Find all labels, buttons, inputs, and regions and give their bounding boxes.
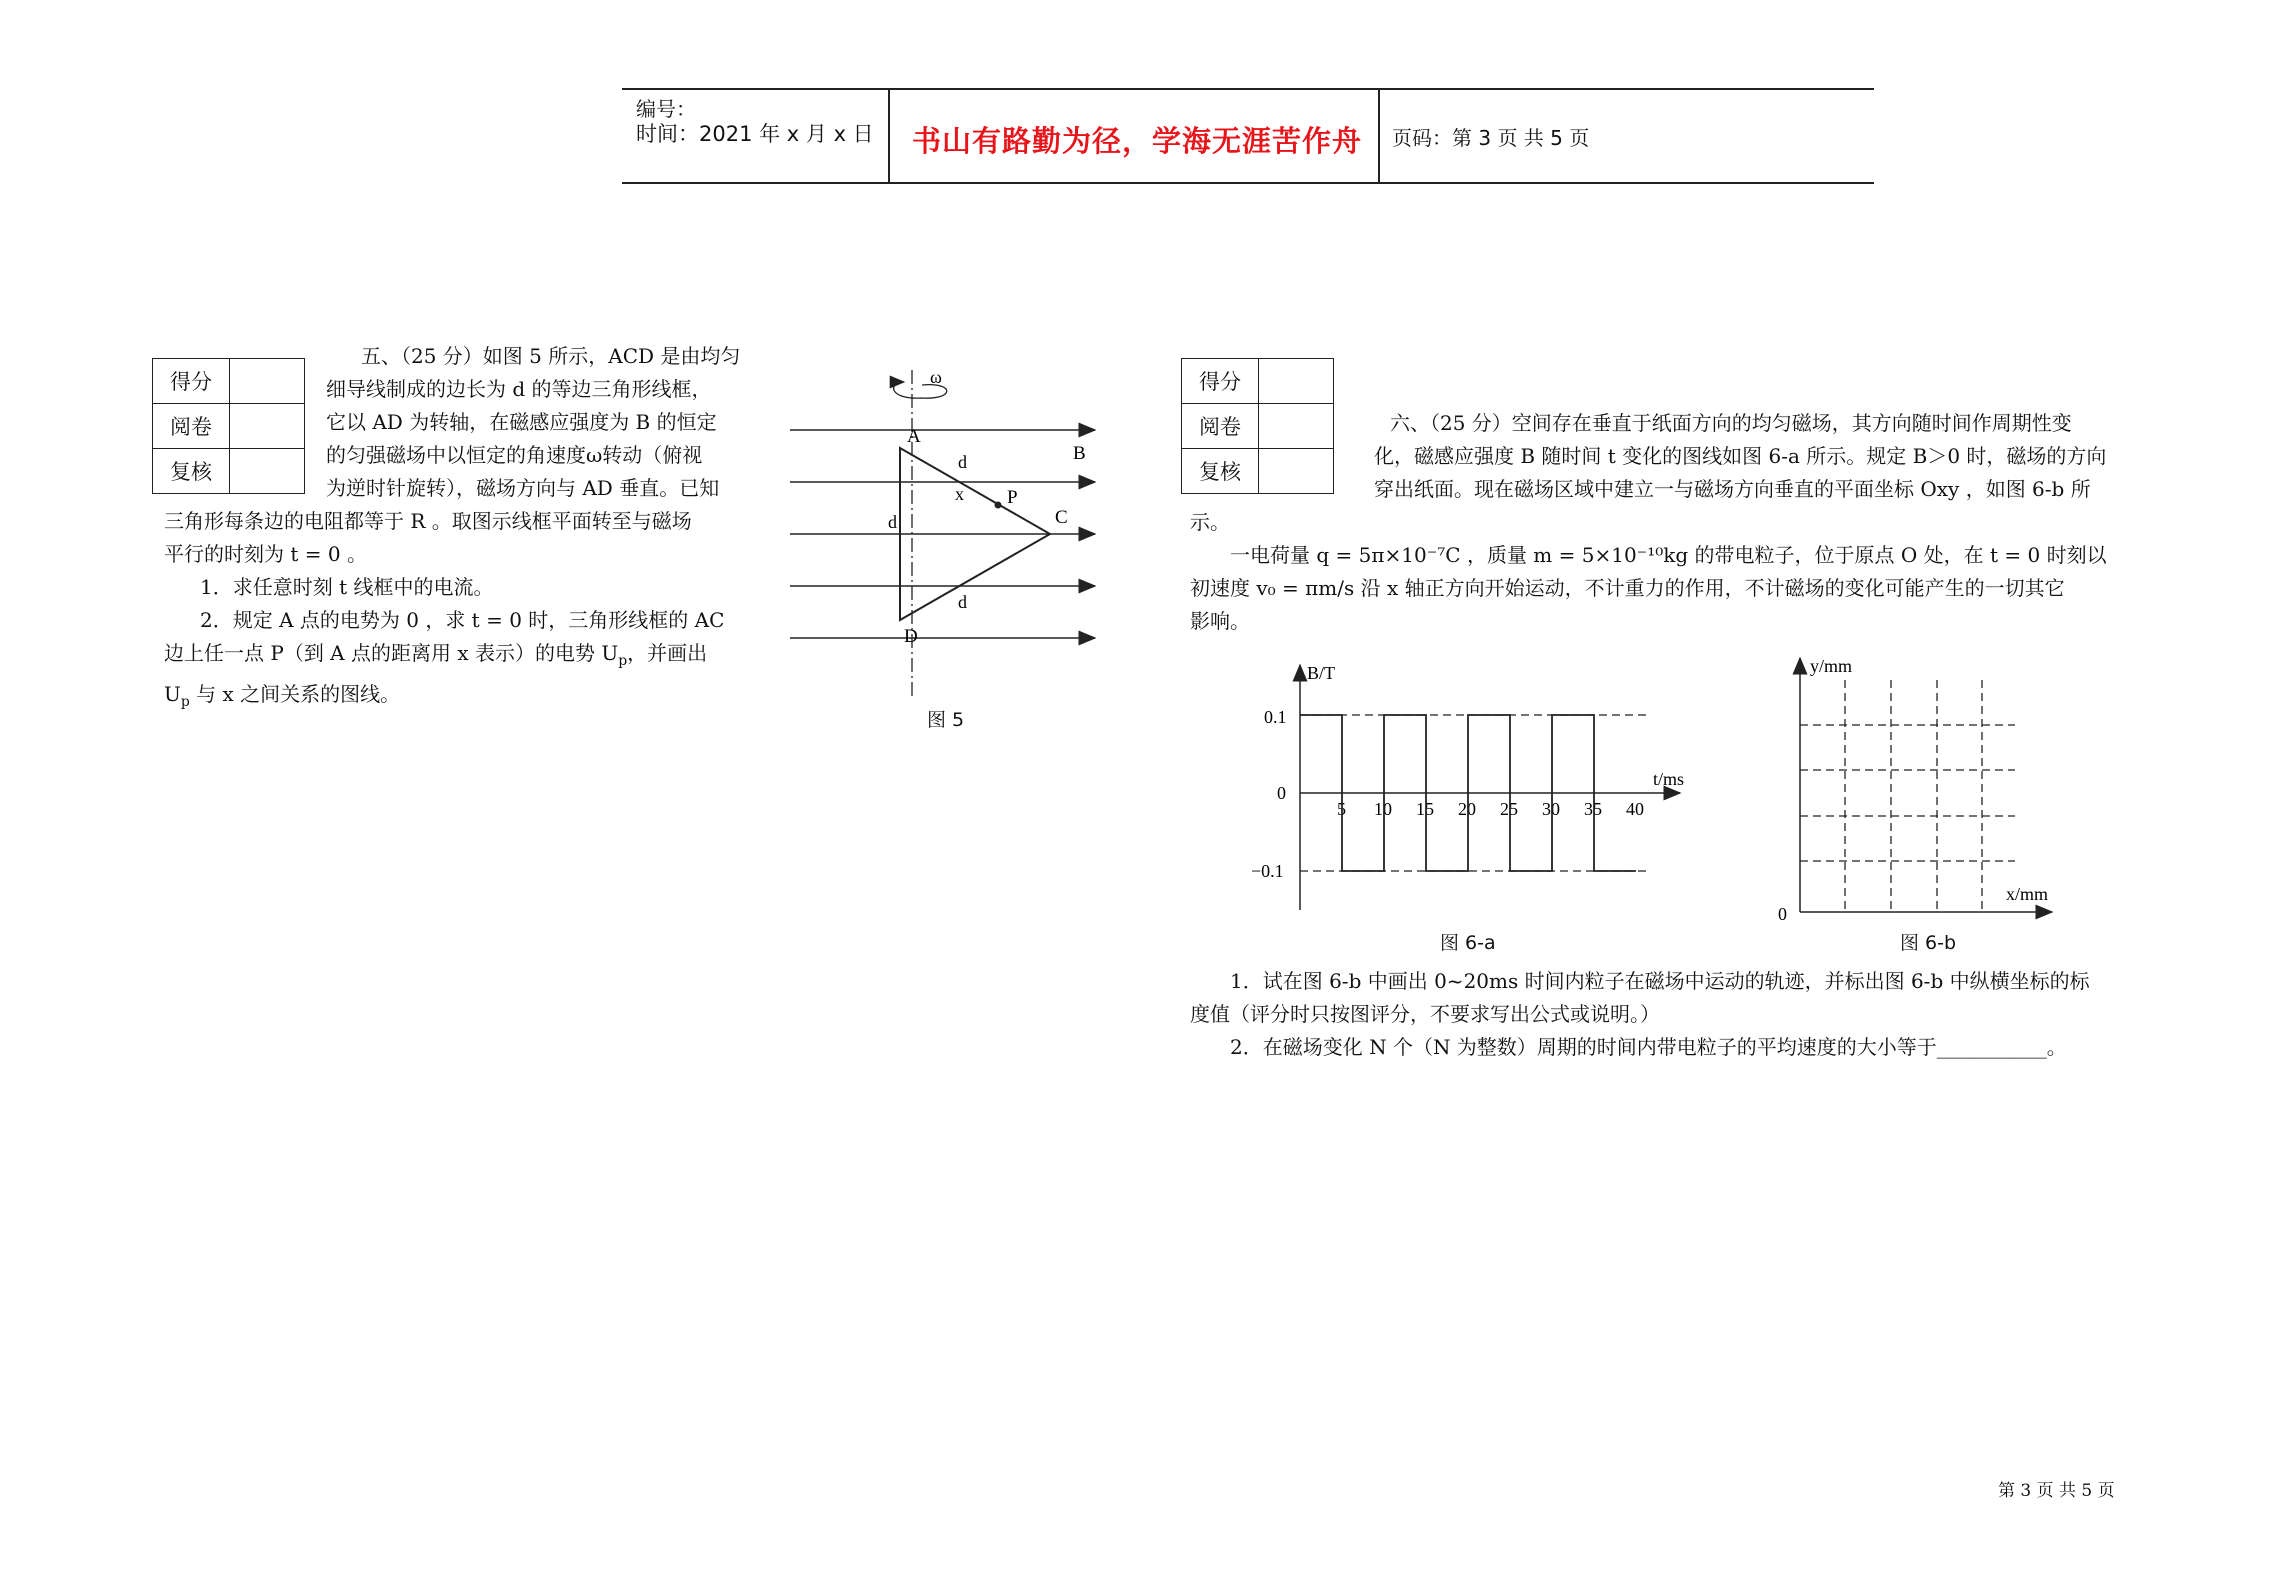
q5-line: 三角形每条边的电阻都等于 R 。取图示线框平面转至与磁场 — [164, 509, 692, 533]
q6-line: 示。 — [1190, 510, 1230, 534]
x-tick-label: 20 — [1458, 799, 1476, 819]
y-axis-label: B/T — [1307, 663, 1336, 683]
q6-line: 度值（评分时只按图评分，不要求写出公式或说明。） — [1190, 1002, 1660, 1026]
side-d-label: d — [888, 512, 897, 532]
x-tick-label: 25 — [1500, 799, 1518, 819]
vertex-A: A — [907, 426, 921, 447]
q5-line: 的匀强磁场中以恒定的角速度ω转动（俯视 — [326, 443, 703, 467]
q5-text: ，并画出 — [627, 641, 708, 665]
left-score-table — [152, 358, 305, 494]
header-divider-right — [1378, 88, 1380, 183]
q5-line: 为逆时针旋转），磁场方向与 AD 垂直。已知 — [326, 476, 720, 500]
header-time: 时间：2021 年 x 月 x 日 — [636, 122, 874, 146]
vertex-D: D — [904, 626, 918, 647]
vertex-C: C — [1055, 507, 1068, 528]
figure-5 — [780, 370, 1120, 730]
q6-subquestions — [1190, 965, 2140, 1064]
score-box[interactable] — [230, 359, 305, 404]
q5-full-text — [164, 505, 764, 719]
q6-line: 一电荷量 q = 5π×10⁻⁷C ，质量 m = 5×10⁻¹⁰kg 的带电粒子，位于原点 O 处，在 t = 0 时刻以 — [1230, 543, 2107, 567]
q6-wrapped-text — [1374, 407, 2134, 506]
figure-6b-caption: 图 6-b — [1900, 932, 1957, 954]
checker-label: 复核 — [153, 449, 230, 494]
point-P-label: P — [1007, 487, 1018, 508]
q6-full-text — [1190, 506, 2140, 638]
score-label: 得分 — [153, 359, 230, 404]
q5-line: 平行的时刻为 t = 0 。 — [164, 542, 367, 566]
q6-line: 六、（25 分）空间存在垂直于纸面方向的均匀磁场，其方向随时间作周期性变 — [1390, 411, 2072, 435]
y-tick-label: 0.1 — [1264, 707, 1287, 727]
q6-line: 影响。 — [1190, 609, 1250, 633]
x-tick-label: 15 — [1416, 799, 1434, 819]
x-axis-label: x/mm — [2006, 884, 2049, 904]
checker-box[interactable] — [230, 449, 305, 494]
figure-6b-chart — [1760, 650, 2060, 925]
y-tick-label: −0.1 — [1251, 861, 1284, 881]
header-top-rule — [622, 88, 1874, 90]
q5-subquestion-2: 2．规定 A 点的电势为 0 ，求 t = 0 时，三角形线框的 AC — [200, 608, 725, 632]
q5-text: U — [164, 682, 181, 706]
x-tick-label: 5 — [1337, 799, 1346, 819]
q5-wrapped-text — [326, 340, 756, 505]
side-d-label: d — [958, 592, 967, 612]
reviewer-box[interactable] — [230, 404, 305, 449]
footer-page-number: 第 3 页 共 5 页 — [1998, 1481, 2115, 1501]
q6-subquestion-1: 1．试在图 6-b 中画出 0~20ms 时间内粒子在磁场中运动的轨迹，并标出图 6-b 中纵横坐标的标 — [1230, 969, 2090, 993]
x-axis-label: t/ms — [1653, 769, 1685, 789]
y-tick-label: 0 — [1277, 783, 1286, 803]
q5-line: 五、（25 分）如图 5 所示，ACD 是由均匀 — [361, 344, 741, 368]
reviewer-label: 阅卷 — [1182, 404, 1259, 449]
q6-line: 穿出纸面。现在磁场区域中建立一与磁场方向垂直的平面坐标 Oxy ，如图 6-b 所 — [1374, 477, 2091, 501]
header-serial: 编号： — [636, 97, 696, 121]
score-box[interactable] — [1259, 359, 1334, 404]
figure-6a-caption: 图 6-a — [1440, 932, 1496, 954]
q6-line: 初速度 v₀ = πm/s 沿 x 轴正方向开始运动，不计重力的作用，不计磁场的变化可能产生的一切其它 — [1190, 576, 2065, 600]
origin-label: 0 — [1778, 904, 1787, 924]
q5-text: 边上任一点 P（到 A 点的距离用 x 表示）的电势 U — [164, 641, 619, 665]
header-bottom-rule — [622, 182, 1874, 184]
reviewer-box[interactable] — [1259, 404, 1334, 449]
subscript: p — [180, 694, 190, 710]
q6-subquestion-2: 2．在磁场变化 N 个（N 为整数）周期的时间内带电粒子的平均速度的大小等于___________。 — [1230, 1035, 2067, 1059]
q5-line: 细导线制成的边长为 d 的等边三角形线框， — [326, 377, 712, 401]
x-tick-label: 35 — [1584, 799, 1602, 819]
q5-line — [164, 637, 764, 678]
header-motto: 书山有路勤为径，学海无涯苦作舟 — [912, 124, 1363, 158]
checker-label: 复核 — [1182, 449, 1259, 494]
field-label-B: B — [1073, 443, 1086, 464]
figure-6a-chart — [1235, 655, 1705, 925]
point-P — [995, 502, 1002, 509]
reviewer-label: 阅卷 — [153, 404, 230, 449]
q5-line: 它以 AD 为转轴，在磁感应强度为 B 的恒定 — [326, 410, 717, 434]
x-tick-label: 40 — [1626, 799, 1644, 819]
side-d-label: d — [958, 452, 967, 472]
y-axis-label: y/mm — [1810, 656, 1853, 676]
score-label: 得分 — [1182, 359, 1259, 404]
x-tick-label: 10 — [1374, 799, 1392, 819]
checker-box[interactable] — [1259, 449, 1334, 494]
subscript: p — [618, 653, 628, 669]
q6-line: 化，磁感应强度 B 随时间 t 变化的图线如图 6-a 所示。规定 B＞0 时，磁场的方向 — [1374, 444, 2107, 468]
q5-text: 与 x 之间关系的图线。 — [189, 682, 401, 706]
q5-subquestion-1: 1．求任意时刻 t 线框中的电流。 — [200, 575, 494, 599]
header-page: 页码：第 3 页 共 5 页 — [1392, 126, 1590, 150]
x-tick-label: 30 — [1542, 799, 1560, 819]
right-score-table — [1181, 358, 1334, 494]
grid-lines — [1800, 680, 2015, 912]
header-divider-left — [888, 88, 890, 183]
q5-line — [164, 678, 764, 719]
omega-label: ω — [930, 370, 942, 387]
figure-5-caption: 图 5 — [927, 709, 965, 731]
distance-x-label: x — [955, 484, 964, 504]
